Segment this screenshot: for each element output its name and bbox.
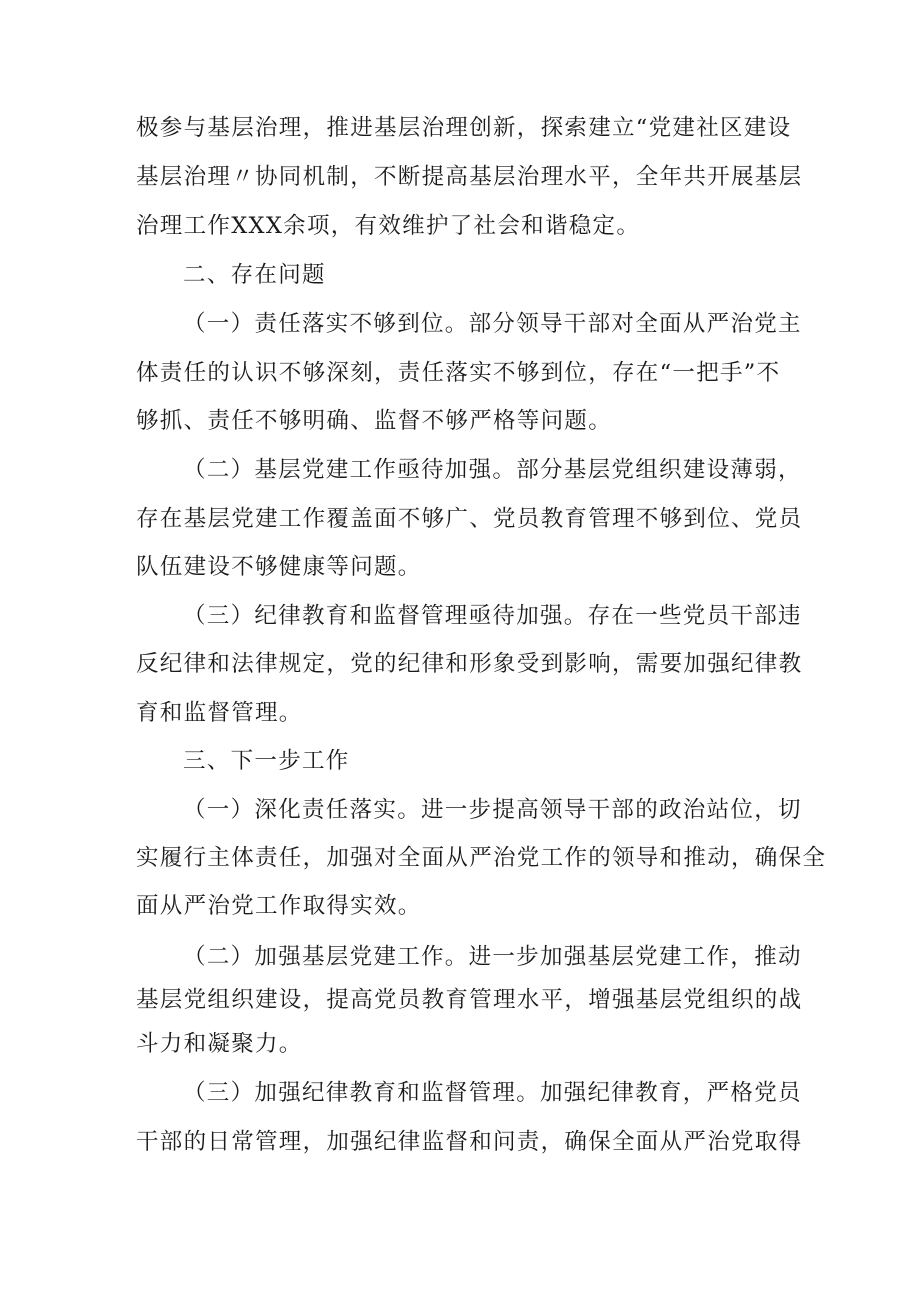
- text-line: 干部的日常管理，加强纪律监督和问责，确保全面从严治党取得: [136, 1129, 803, 1155]
- text-line: 育和监督管理。: [136, 700, 303, 726]
- text-line: 反纪律和法律规定，党的纪律和形象受到影响，需要加强纪律教: [136, 651, 803, 677]
- text-line: 治理工作XXX余项，有效维护了社会和谐稳定。: [136, 213, 641, 239]
- text-line: （二）加强基层党建工作。进一步加强基层党建工作，推动: [183, 944, 802, 970]
- text-line: （一）深化责任落实。进一步提高领导干部的政治站位，切: [183, 797, 802, 823]
- text-line: （一）责任落实不够到位。部分领导干部对全面从严治党主: [183, 311, 802, 337]
- text-line: 基层党组织建设，提高党员教育管理水平，增强基层党组织的战: [136, 987, 803, 1013]
- text-line: 实履行主体责任，加强对全面从严治党工作的领导和推动，确保全: [136, 845, 827, 871]
- text-line: 极参与基层治理，推进基层治理创新，探索建立“党建社区建设: [136, 115, 792, 141]
- section-heading: 二、存在问题: [183, 262, 326, 288]
- text-line: 面从严治党工作取得实效。: [136, 893, 422, 919]
- text-line: 队伍建设不够健康等问题。: [136, 554, 422, 580]
- text-line: 体责任的认识不够深刻，责任落实不够到位，存在“一把手”不: [136, 360, 781, 386]
- text-line: 基层治理〃协同机制，不断提高基层治理水平，全年共开展基层: [136, 164, 803, 190]
- text-line: （三）纪律教育和监督管理亟待加强。存在一些党员干部违: [183, 603, 802, 629]
- section-heading: 三、下一步工作: [183, 748, 350, 774]
- text-line: 够抓、责任不够明确、监督不够严格等问题。: [136, 408, 613, 434]
- text-line: （三）加强纪律教育和监督管理。加强纪律教育，严格党员: [183, 1080, 802, 1106]
- text-line: 存在基层党建工作覆盖面不够广、党员教育管理不够到位、党员: [136, 506, 803, 532]
- text-line: 斗力和凝聚力。: [136, 1031, 303, 1057]
- text-line: （二）基层党建工作亟待加强。部分基层党组织建设薄弱，: [183, 457, 802, 483]
